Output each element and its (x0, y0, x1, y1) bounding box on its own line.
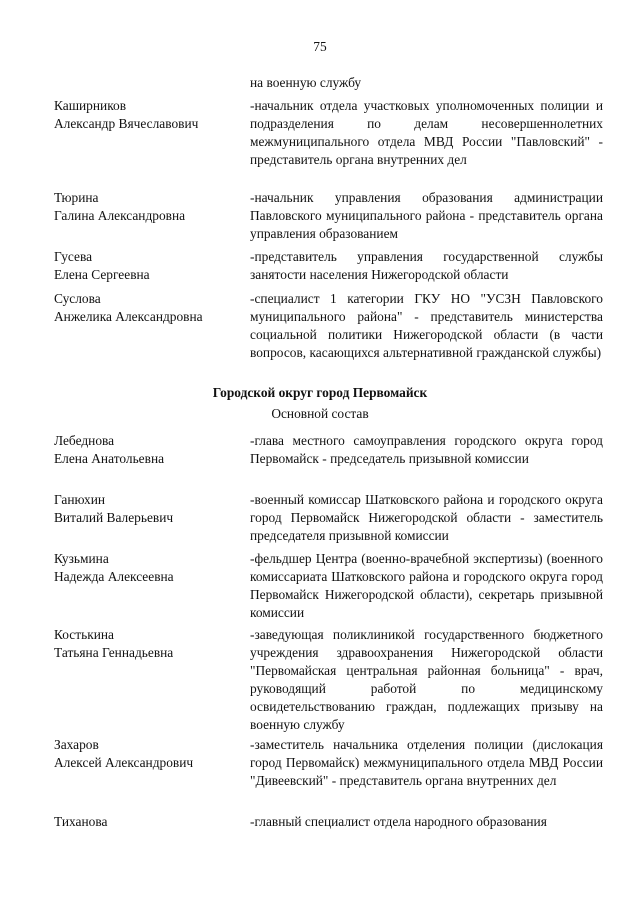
member-surname: Гусева (54, 249, 93, 264)
member-name (54, 626, 250, 734)
member-entry (54, 626, 603, 734)
member-given-name: Анжелика Александровна (54, 309, 203, 324)
subsection-title: Основной состав (271, 406, 369, 421)
member-name (54, 491, 250, 545)
member-surname: Лебеднова (54, 433, 115, 448)
member-entry (54, 491, 603, 545)
member-given-name: Елена Анатольевна (54, 451, 165, 466)
page-number: 75 (313, 39, 327, 54)
member-role: -начальник отдела участковых уполномоченных полиции и подразделения по делам несовершеннолетних межмуниципального отдела МВД России "Павловский" - представитель органа внутренних дел (250, 98, 603, 167)
member-name (54, 248, 250, 284)
member-surname: Костькина (54, 627, 114, 642)
member-entry (54, 432, 603, 468)
member-role: -специалист 1 категории ГКУ НО "УСЗН Павловского муниципального района" - представитель министерства социальной политики Нижегородской области (в части вопросов, касающихся альтернативной гражданской службы) (250, 291, 603, 360)
section-title: Городской округ город Первомайск (212, 385, 428, 400)
member-name (54, 97, 250, 169)
member-role: -заведующая поликлиникой государственного бюджетного учреждения здравоохранения Нижегородской области "Первомайская центральная районная больница" - врач, руководящий работой по медицинскому освидетельствованию граждан, подлежащих призыву на военную службу (250, 627, 603, 732)
member-given-name: Алексей Александрович (54, 755, 194, 770)
member-entry (54, 97, 603, 169)
continuation-text: на военную службу (250, 75, 362, 90)
member-name (54, 432, 250, 468)
member-entry (54, 189, 603, 243)
member-given-name: Виталий Валерьевич (54, 510, 174, 525)
member-given-name: Елена Сергеевна (54, 267, 150, 282)
member-surname: Тиханова (54, 814, 108, 829)
member-role: -заместитель начальника отделения полиции (дислокация город Первомайск) межмуниципального отдела МВД России "Дивеевский" - представитель органа внутренних дел (250, 737, 603, 788)
member-given-name: Александр Вячеславович (54, 116, 199, 131)
member-name (54, 550, 250, 622)
member-entry (54, 248, 603, 284)
member-surname: Захаров (54, 737, 99, 752)
member-name (54, 813, 250, 831)
member-entry (54, 550, 603, 622)
member-name (54, 736, 250, 790)
member-name (54, 290, 250, 362)
member-entry (54, 736, 603, 790)
member-role: -фельдшер Центра (военно-врачебной экспертизы) (военного комиссариата Шатковского района и городского округа город Первомайск Нижегородской области), секретарь призывной комиссии (250, 551, 603, 620)
member-surname: Ганюхин (54, 492, 106, 507)
member-role: -начальник управления образования администрации Павловского муниципального района - представитель органа управления образованием (250, 190, 603, 241)
member-surname: Суслова (54, 291, 101, 306)
member-role: -глава местного самоуправления городского округа город Первомайск - председатель призывной комиссии (250, 433, 603, 466)
member-entry (54, 813, 603, 831)
member-given-name: Надежда Алексеевна (54, 569, 174, 584)
member-given-name: Татьяна Геннадьевна (54, 645, 174, 660)
member-role: -военный комиссар Шатковского района и городского округа город Первомайск Нижегородской области - заместитель председателя призывной комиссии (250, 492, 603, 543)
member-surname: Кузьмина (54, 551, 109, 566)
member-surname: Тюрина (54, 190, 99, 205)
member-role: -главный специалист отдела народного образования (250, 814, 547, 829)
member-name (54, 189, 250, 243)
member-role: -представитель управления государственной службы занятости населения Нижегородской области (250, 249, 603, 282)
member-entry (54, 290, 603, 362)
member-surname: Каширников (54, 98, 127, 113)
member-given-name: Галина Александровна (54, 208, 186, 223)
